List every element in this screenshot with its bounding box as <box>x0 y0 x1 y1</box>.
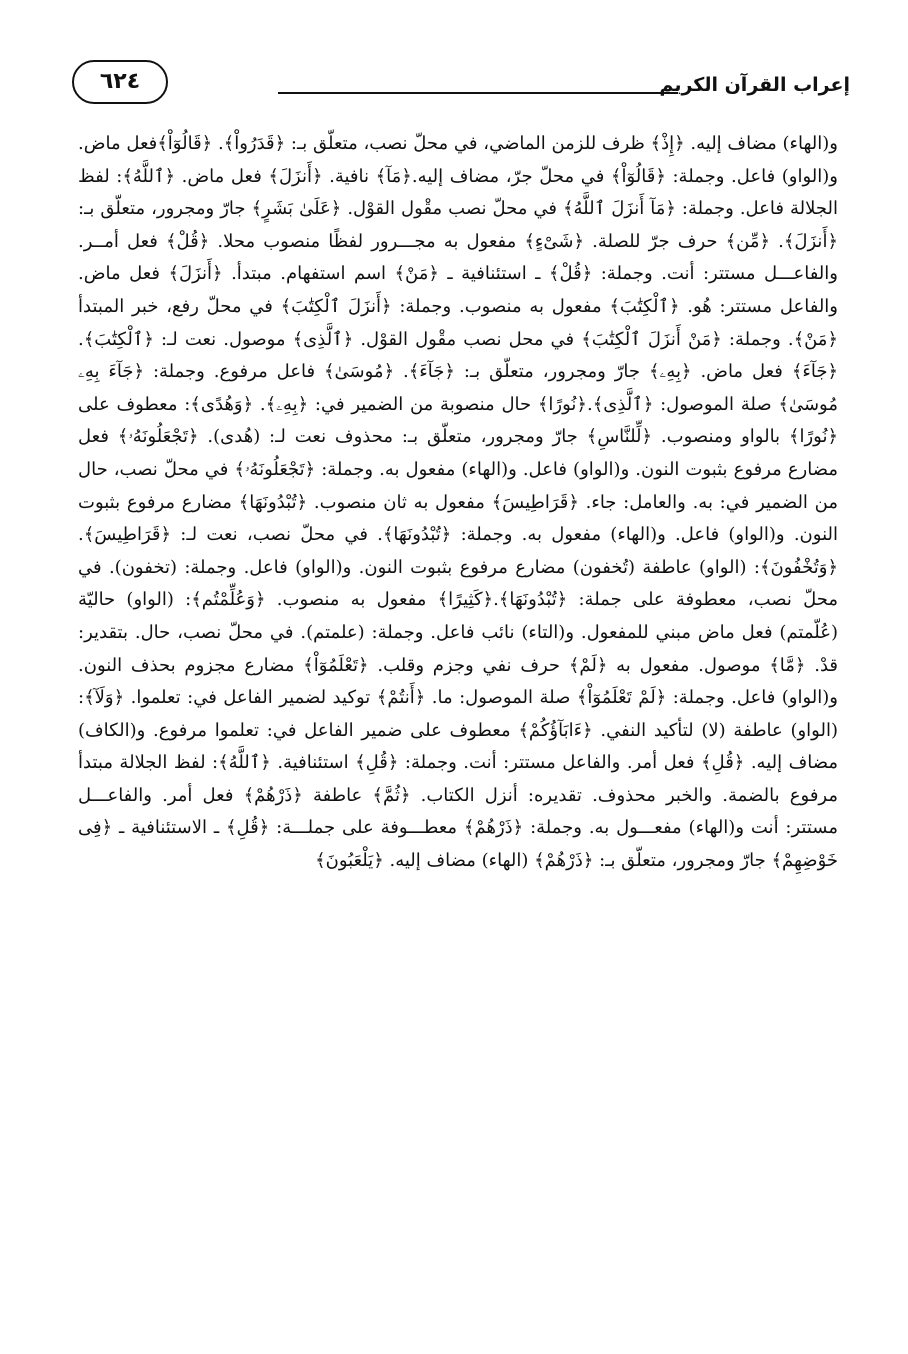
body-paragraph: و(الهاء) مضاف إليه. ﴿إِذْ﴾ ظرف للزمن الماضي، في محلّ نصب، متعلّق بـ: ﴿قَدَرُواْ﴾. ﴿قَالُوٓاْ﴾فعل ماض. و(الواو) فاعل. وجملة: ﴿قَالُوٓاْ﴾ في محلّ جرّ، مضاف إليه.﴿مَآ﴾ نافية. ﴿أَنزَلَ﴾ فعل ماض. ﴿ٱللَّهُ﴾: لفظ الجلالة فاعل. وجملة: ﴿مَآ أَنزَلَ ٱللَّهُ﴾ في محلّ نصب مقْول القوْل. ﴿عَلَىٰ بَشَرٍ﴾ جارّ ومجرور، متعلّق بـ: ﴿أَنزَلَ﴾. ﴿مِّن﴾ حرف جرّ للصلة. ﴿شَىْءٍ﴾ مفعول به مجـــرور لفظًا منصوب محلا. ﴿قُلْ﴾ فعل أمــر. والفاعـــل مستتر: أنت. وجملة: ﴿قُلْ﴾ ـ استئنافية ـ ﴿مَنْ﴾ اسم استفهام. مبتدأ. ﴿أَنزَلَ﴾ فعل ماض. والفاعل مستتر: هُو. ﴿ٱلْكِتَٰبَ﴾ مفعول به منصوب. وجملة: ﴿أَنزَلَ ٱلْكِتَٰبَ﴾ في محلّ رفع، خبر المبتدأ ﴿مَنْ﴾. وجملة: ﴿مَنْ أَنزَلَ ٱلْكِتَٰبَ﴾ في محل نصب مقْول القوْل. ﴿ٱلَّذِى﴾ موصول. نعت لـ: ﴿ٱلْكِتَٰبَ﴾. ﴿جَآءَ﴾ فعل ماض. ﴿بِهِۦ﴾ جارّ ومجرور، متعلّق بـ: ﴿جَآءَ﴾. ﴿مُوسَىٰ﴾ فاعل مرفوع. وجملة: ﴿جَآءَ بِهِۦ مُوسَىٰ﴾ صلة الموصول: ﴿ٱلَّذِى﴾.﴿نُورًا﴾ حال منصوبة من الضمير في: ﴿بِهِۦ﴾. ﴿وَهُدًى﴾: معطوف على ﴿نُورًا﴾ بالواو ومنصوب. ﴿لِّلنَّاسِ﴾ جارّ ومجرور، متعلّق بـ: محذوف نعت لـ: (هُدى). ﴿تَجْعَلُونَهُۥ﴾ فعل مضارع مرفوع بثبوت النون. و(الواو) فاعل. و(الهاء) مفعول به. وجملة: ﴿تَجْعَلُونَهُۥ﴾ في محلّ نصب، حال من الضمير في: به. والعامل: جاء. ﴿قَرَاطِيسَ﴾ مفعول به ثان منصوب. ﴿تُبْدُونَهَا﴾ مضارع مرفوع بثبوت النون. و(الواو) فاعل. و(الهاء) مفعول به. وجملة: ﴿تُبْدُونَهَا﴾. في محلّ نصب، نعت لـ: ﴿قَرَاطِيسَ﴾. ﴿وَتُخْفُونَ﴾: (الواو) عاطفة (تُخفون) مضارع مرفوع بثبوت النون. و(الواو) فاعل. وجملة: (تخفون). في محلّ نصب، معطوفة على جملة: ﴿تُبْدُونَهَا﴾.﴿كَثِيرًا﴾ مفعول به منصوب. ﴿وَعُلِّمْتُم﴾: (الواو) حاليّة (عُلّمتم) فعل ماض مبني للمفعول. و(التاء) نائب فاعل. وجملة: (علمتم). في محلّ نصب، حال. بتقدير: قدْ. ﴿مَّا﴾ موصول. مفعول به ﴿لَمْ﴾ حرف نفي وجزم وقلب. ﴿تَعْلَمُوٓاْ﴾ مضارع مجزوم بحذف النون. و(الواو) فاعل. وجملة: ﴿لَمْ تَعْلَمُوٓاْ﴾ صلة الموصول: ما. ﴿أَنتُمْ﴾ توكيد لضمير الفاعل في: تعلموا. ﴿وَلَآ﴾: (الواو) عاطفة (لا) لتأكيد النفي. ﴿ءَابَآؤُكُمْ﴾ معطوف على ضمير الفاعل في: تعلموا مرفوع. و(الكاف) مضاف إليه. ﴿قُلِ﴾ فعل أمر. والفاعل مستتر: أنت. وجملة: ﴿قُلِ﴾ استئنافية. ﴿ٱللَّهُ﴾: لفظ الجلالة مبتدأ مرفوع بالضمة. والخبر محذوف. تقديره: أنزل الكتاب. ﴿ثُمَّ﴾ عاطفة ﴿ذَرْهُمْ﴾ فعل أمر. والفاعـــل مستتر: أنت و(الهاء) مفعـــول به. وجملة: ﴿ذَرْهُمْ﴾ معطـــوفة على جملـــة: ﴿قُلِ﴾ ـ الاستئنافية ـ ﴿فِى خَوْضِهِمْ﴾ جارّ ومجرور، متعلّق بـ: ﴿ذَرْهُمْ﴾ (الهاء) مضاف إليه. ﴿يَلْعَبُونَ﴾ <box>78 133 838 872</box>
page-number: ٦٢٤ <box>72 60 168 104</box>
page-header <box>60 52 850 112</box>
page-body <box>78 128 838 878</box>
book-title: إعراب القرآن الكريم <box>659 74 850 96</box>
header-rule <box>278 92 678 94</box>
